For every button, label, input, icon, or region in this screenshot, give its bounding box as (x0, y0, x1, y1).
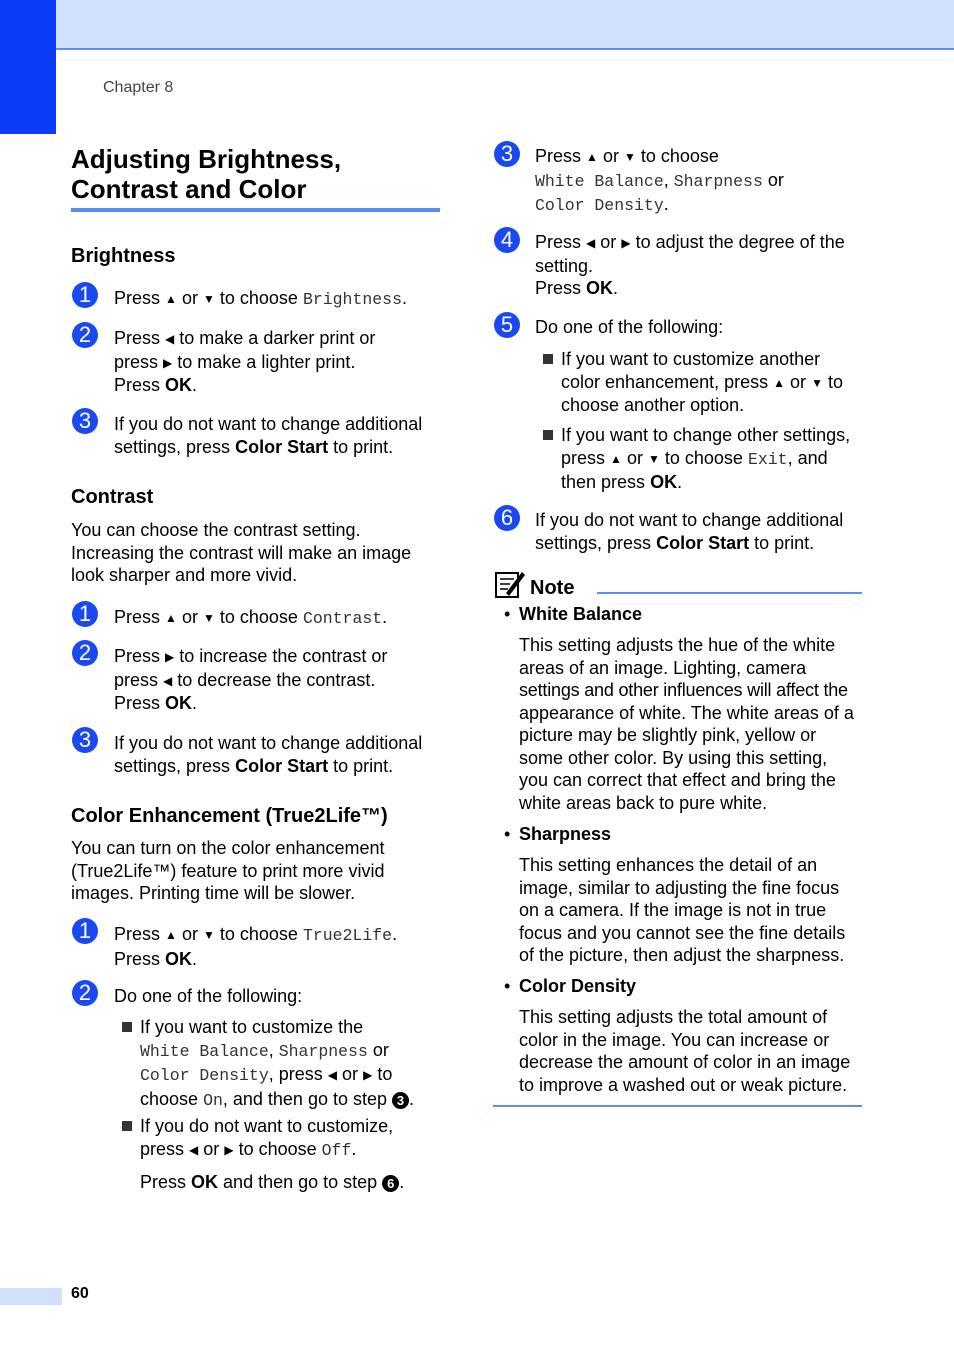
bullet-square (122, 1121, 132, 1131)
page-number: 60 (71, 1285, 89, 1302)
title-rule (71, 208, 440, 212)
left-arrow-icon: ◀ (189, 1142, 199, 1157)
down-arrow-icon: ▼ (647, 451, 660, 466)
up-arrow-icon: ▲ (165, 611, 177, 625)
chapter-label: Chapter 8 (103, 79, 174, 96)
step-number-badge: 3 (494, 141, 520, 167)
customize-another-option: If you want to customize another color enhancement, press ▲ or ▼ to choose another option. (561, 349, 843, 415)
step-text: Press ▲ or ▼ to choose Contrast. (114, 607, 388, 628)
bullet-square (543, 354, 553, 364)
down-arrow-icon: ▼ (623, 150, 636, 164)
down-arrow-icon: ▼ (202, 611, 215, 625)
right-arrow-icon: ▶ (621, 236, 631, 250)
step-number-badge: 5 (494, 312, 520, 338)
up-arrow-icon: ▲ (586, 150, 598, 164)
up-arrow-icon: ▲ (610, 451, 622, 466)
bullet-square (122, 1022, 132, 1032)
step-reference-badge: 3 (392, 1092, 409, 1109)
note-pencil-icon (494, 569, 526, 599)
step-number-badge: 1 (72, 601, 98, 627)
note-item-title: Color Density (519, 976, 637, 996)
step-number-badge: 1 (72, 918, 98, 944)
left-arrow-icon: ◀ (327, 1068, 338, 1082)
step-number-badge: 4 (494, 227, 520, 253)
bullet-dot: • (504, 976, 511, 996)
left-arrow-icon: ◀ (165, 332, 175, 346)
step-number-badge: 3 (72, 408, 98, 434)
color-enhancement-heading: Color Enhancement (True2Life™) (71, 805, 388, 827)
chapter-tab (0, 0, 56, 134)
step-text: Press ◀ to make a darker print or press ▶ to make a lighter print. Press OK. (114, 328, 376, 395)
note-item-body: This setting adjusts the total amount of color in the image. You can increase or decrease the amount of color in an image to improve a washed out or weak picture. (519, 1007, 851, 1095)
step-number-badge: 6 (494, 505, 520, 531)
bullet-dot: • (504, 824, 511, 844)
up-arrow-icon: ▲ (165, 292, 177, 306)
footer-band (0, 1288, 62, 1305)
header-band (56, 0, 954, 50)
change-other-settings-option: If you want to change other settings, press ▲ or ▼ to choose Exit, and then press OK. (561, 425, 851, 492)
contrast-intro: You can choose the contrast setting. Increasing the contrast will make an image look sharper and more vivid. (71, 520, 412, 585)
step-text: Press ▶ to increase the contrast or press ◀ to decrease the contrast. Press OK. (114, 646, 388, 713)
note-item-title: Sharpness (519, 824, 612, 844)
note-bottom-rule (493, 1105, 862, 1107)
up-arrow-icon: ▲ (165, 928, 177, 942)
note-title: Note (530, 577, 575, 599)
right-arrow-icon: ▶ (163, 355, 173, 370)
up-arrow-icon: ▲ (773, 375, 786, 390)
step-number-badge: 2 (72, 322, 98, 348)
color-enhancement-intro: You can turn on the color enhancement (True2Life™) feature to print more vivid images. Printing time will be slower. (71, 838, 385, 903)
step-text: Press ◀ or ▶ to adjust the degree of the setting. Press OK. (535, 232, 845, 298)
step-text: If you do not want to change additional settings, press Color Start to print. (114, 733, 423, 776)
step-text: If you do not want to change additional settings, press Color Start to print. (114, 414, 423, 457)
note-item-title: White Balance (519, 604, 643, 624)
step-number-badge: 2 (72, 980, 98, 1006)
bullet-square (543, 430, 553, 440)
right-arrow-icon: ▶ (224, 1142, 234, 1157)
step-text: Press ▲ or ▼ to choose White Balance, Sharpness or Color Density. (535, 146, 784, 215)
step-number-badge: 1 (72, 282, 98, 308)
brightness-heading: Brightness (71, 245, 176, 267)
right-arrow-icon: ▶ (165, 650, 175, 664)
down-arrow-icon: ▼ (202, 928, 215, 942)
step-text: If you do not want to change additional settings, press Color Start to print. (535, 510, 844, 553)
note-item-body: This setting adjusts the hue of the white areas of an image. Lighting, camera settings and other influences will affect the appearance of white. The white areas of a picture may be slightly pink, yellow or some other color. By using this setting, you can correct that effect and bring the white areas back to pure white. (519, 635, 854, 813)
down-arrow-icon: ▼ (202, 292, 215, 306)
down-arrow-icon: ▼ (811, 375, 823, 390)
left-arrow-icon: ◀ (163, 673, 173, 688)
step-number-badge: 3 (72, 727, 98, 753)
note-top-rule (597, 592, 862, 594)
step-text: Press ▲ or ▼ to choose True2Life. Press OK. (114, 924, 398, 969)
color-option-off: If you do not want to customize, press ◀ or ▶ to choose Off. Press OK and then go to step 6 . (140, 1116, 405, 1192)
right-arrow-icon: ▶ (363, 1068, 373, 1082)
step-text: Do one of the following: (114, 986, 303, 1006)
step-text: Press ▲ or ▼ to choose Brightness. (114, 288, 407, 309)
contrast-heading: Contrast (71, 486, 154, 508)
note-item-body: This setting enhances the detail of an image, similar to adjusting the fine focus on a camera. If the image is not in true focus and you cannot see the fine details of the picture, then adjust the sharpness. (519, 855, 846, 965)
bullet-dot: • (504, 604, 511, 624)
left-arrow-icon: ◀ (586, 236, 596, 250)
step-reference-badge: 6 (382, 1175, 399, 1192)
color-option-customize: If you want to customize the White Balance, Sharpness or Color Density, press ◀ or ▶ to choose On, and then go to step 3 . (140, 1017, 415, 1110)
step-text: Do one of the following: (535, 317, 724, 337)
section-title: Adjusting Brightness, Contrast and Color (71, 144, 342, 204)
step-number-badge: 2 (72, 640, 98, 666)
